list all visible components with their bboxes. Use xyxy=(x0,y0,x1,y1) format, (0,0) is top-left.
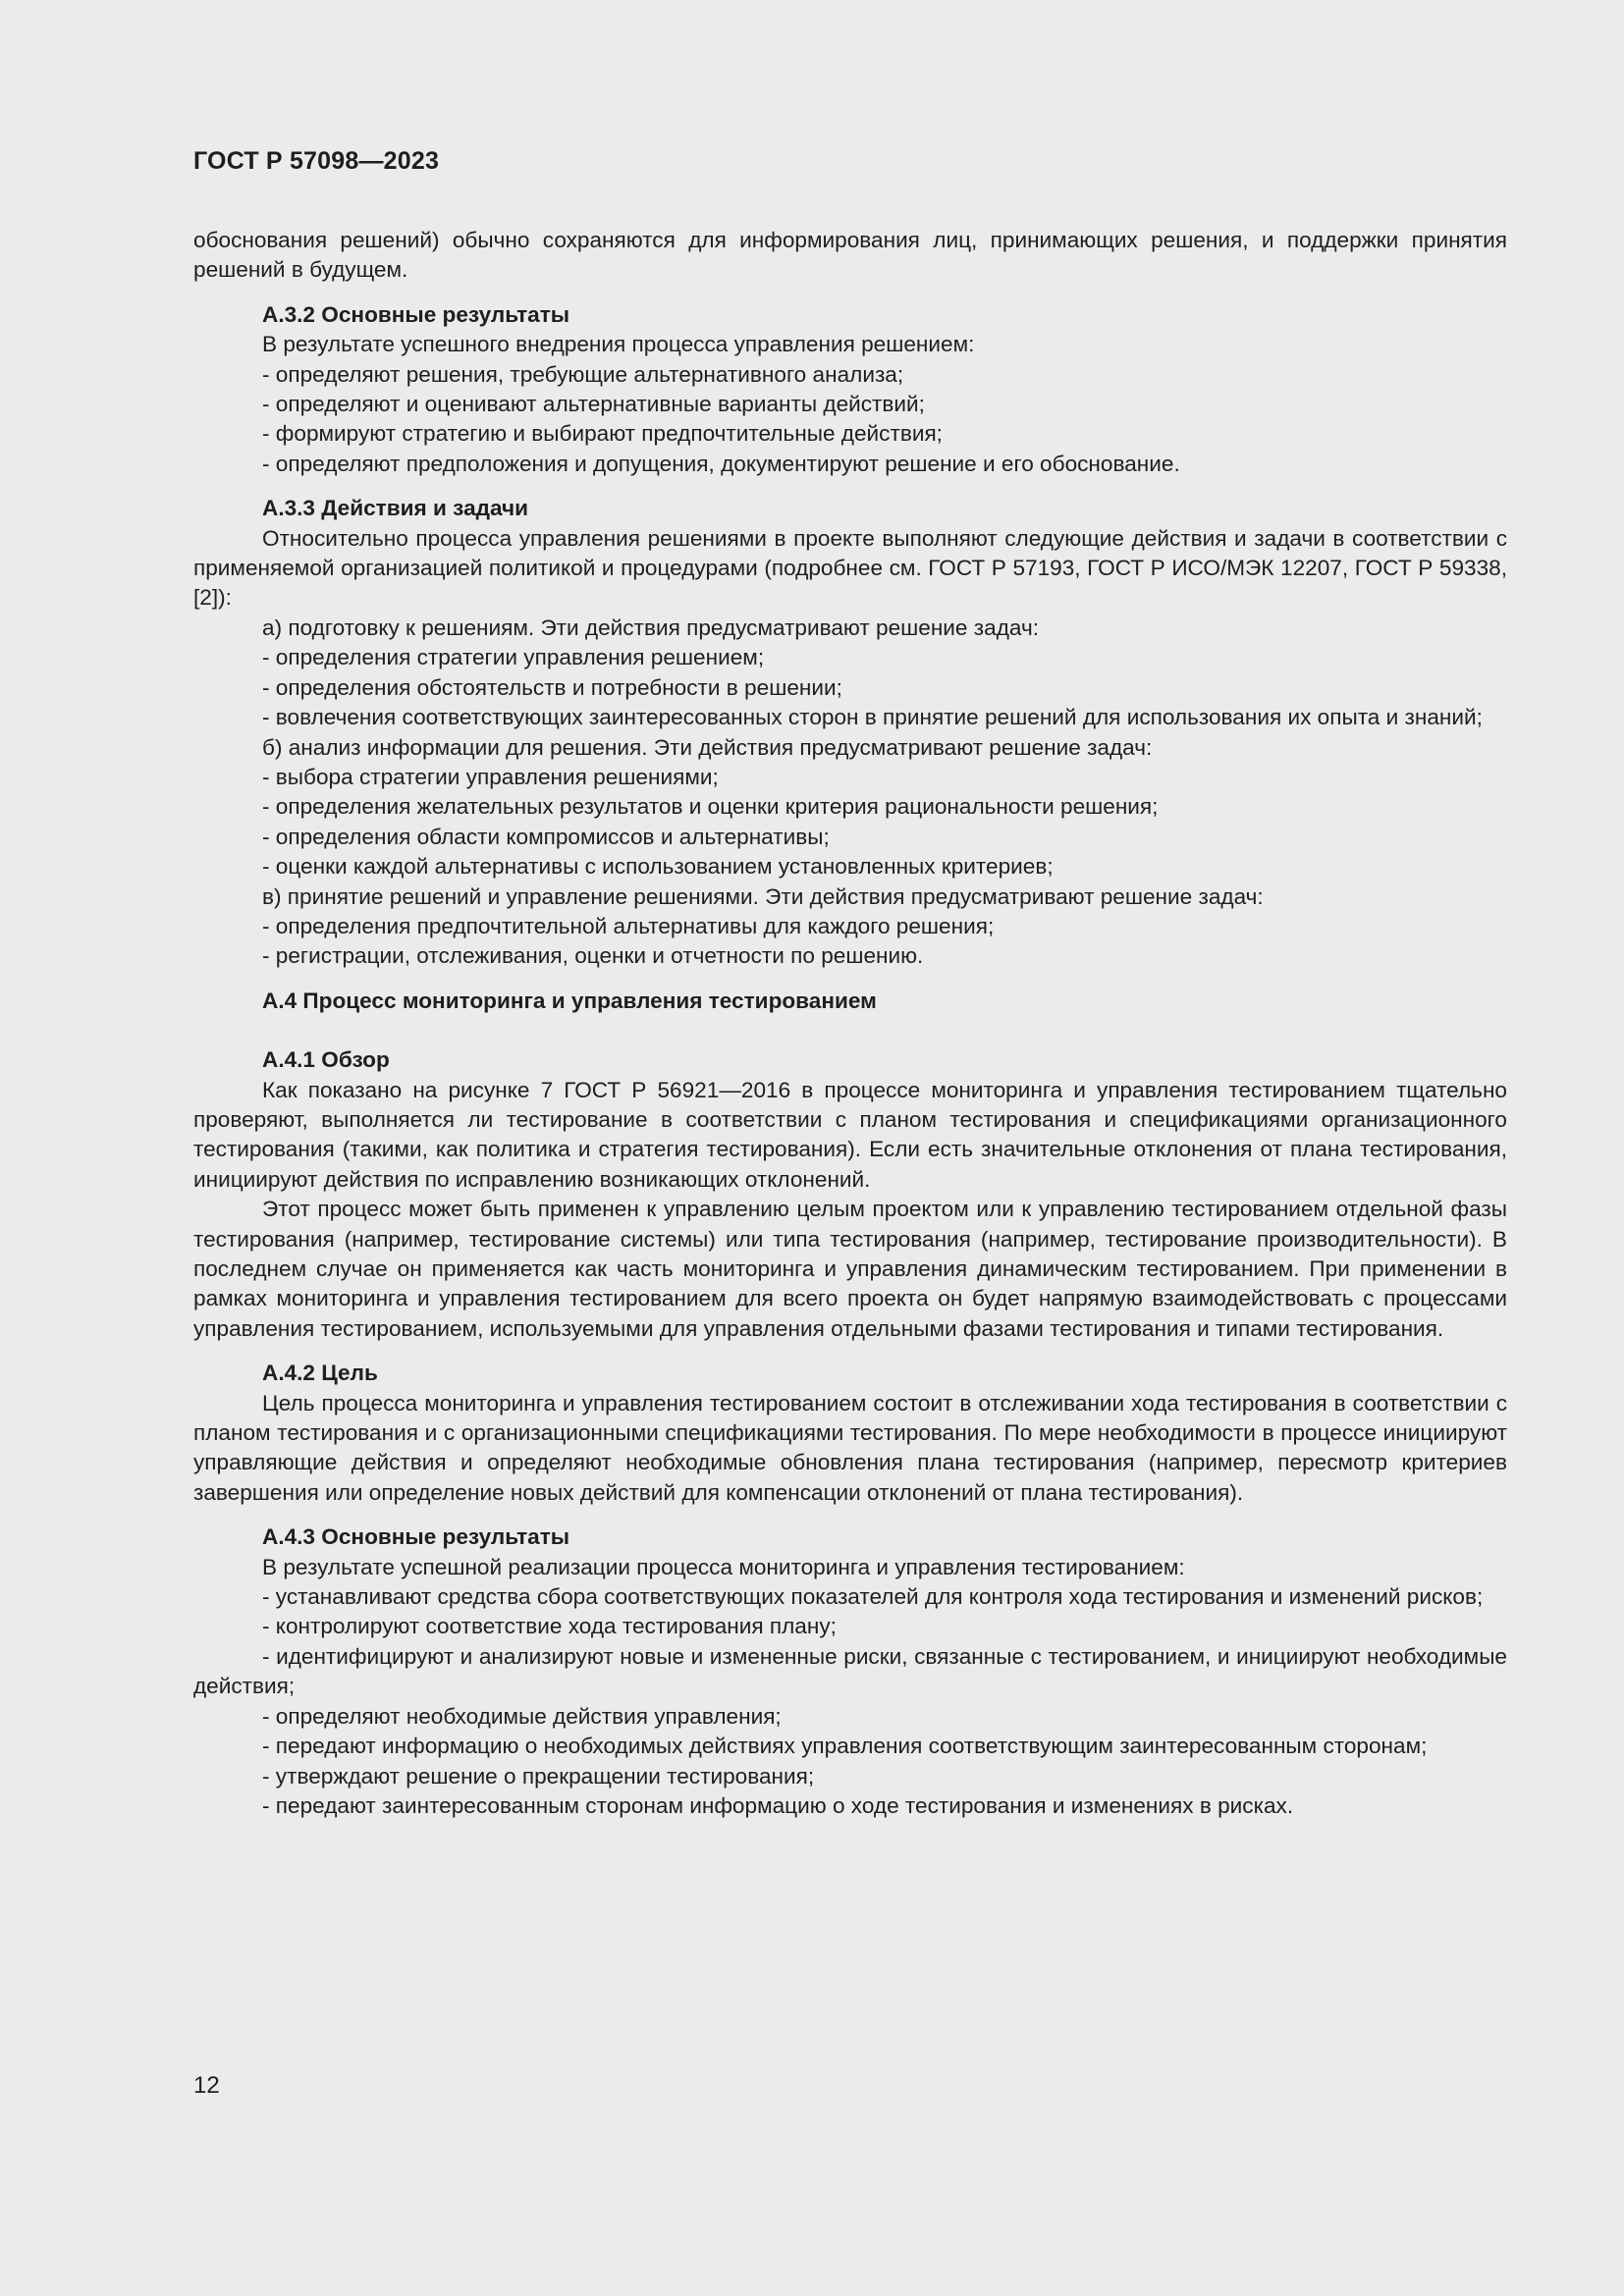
section-heading-a32: А.3.2 Основные результаты xyxy=(262,301,570,327)
a43-list-item: - утверждают решение о прекращении тестирования; xyxy=(262,1763,815,1789)
a33-line: - определения стратегии управления решением; xyxy=(262,645,765,670)
a33-line: б) анализ информации для решения. Эти действия предусматривают решение задач: xyxy=(262,734,1153,760)
a41-paragraph: Этот процесс может быть применен к управлению целым проектом или к управлению тестированием отдельной фазы тестирования (например, тестирование системы) или типа тестирования (например, тестирование производительности). В последнем случае он применяется как часть мониторинга и управления динамическим тестированием. При применении в рамках мониторинга и управления тестированием для всего проекта он будет напрямую взаимодействовать с процессами управления тестированием, используемыми для управления отдельными фазами тестирования и типами тестирования. xyxy=(193,1197,1507,1341)
a32-intro: В результате успешного внедрения процесса управления решением: xyxy=(262,332,975,357)
section-heading-a4: А.4 Процесс мониторинга и управления тестированием xyxy=(262,988,877,1013)
section-heading-a42: А.4.2 Цель xyxy=(262,1361,378,1386)
page-number: 12 xyxy=(193,2072,220,2099)
a33-intro: Относительно процесса управления решениями в проекте выполняют следующие действия и задачи в соответствии с применяемой организацией политикой и процедурами (подробнее см. ГОСТ Р 57193, ГОСТ Р ИСО/МЭК 12207, ГОСТ Р 59338, [2]): xyxy=(193,525,1507,611)
a43-list-item: - передают информацию о необходимых действиях управления соответствующим заинтересованным сторонам; xyxy=(262,1734,1428,1759)
a32-list-item: - определяют решения, требующие альтернативного анализа; xyxy=(262,361,904,387)
a42-paragraph: Цель процесса мониторинга и управления тестированием состоит в отслеживании хода тестирования в соответствии с планом тестирования и с организационными спецификациями тестирования. По мере необходимости в процессе инициируют управляющие действия и определяют необходимые обновления плана тестирования (например, пересмотр критериев завершения или определение новых действий для компенсации отклонений от плана тестирования). xyxy=(193,1390,1507,1505)
a43-list-item: - контролируют соответствие хода тестирования плану; xyxy=(262,1614,837,1639)
a33-line: - выбора стратегии управления решениями; xyxy=(262,764,719,789)
a43-intro: В результате успешной реализации процесса мониторинга и управления тестированием: xyxy=(262,1554,1185,1579)
a33-line: - регистрации, отслеживания, оценки и отчетности по решению. xyxy=(262,943,924,969)
a32-list-item: - определяют и оценивают альтернативные варианты действий; xyxy=(262,392,925,417)
a33-line: в) принятие решений и управление решениями. Эти действия предусматривают решение задач: xyxy=(262,883,1264,909)
a33-line: - оценки каждой альтернативы с использованием установленных критериев; xyxy=(262,854,1054,880)
a32-list-item: - определяют предположения и допущения, документируют решение и его обоснование. xyxy=(262,451,1180,476)
document-body xyxy=(193,226,1507,1821)
a41-paragraph: Как показано на рисунке 7 ГОСТ Р 56921—2016 в процессе мониторинга и управления тестированием тщательно проверяют, выполняется ли тестирование в соответствии с планом тестирования и спецификациями организационного тестирования (такими, как политика и стратегия тестирования). Если есть значительные отклонения от плана тестирования, инициируют действия по исправлению возникающих отклонений. xyxy=(193,1077,1507,1192)
a33-line: - определения желательных результатов и оценки критерия рациональности решения; xyxy=(262,794,1159,820)
section-heading-a33: А.3.3 Действия и задачи xyxy=(262,496,528,521)
section-heading-a43: А.4.3 Основные результаты xyxy=(262,1524,570,1550)
document-header: ГОСТ Р 57098—2023 xyxy=(193,147,440,175)
a43-list-item: - устанавливают средства сбора соответствующих показателей для контроля хода тестирования и изменений рисков; xyxy=(262,1584,1484,1610)
a43-list-item: - определяют необходимые действия управления; xyxy=(262,1703,782,1729)
section-heading-a41: А.4.1 Обзор xyxy=(262,1047,390,1073)
a43-list-item: - идентифицируют и анализируют новые и измененные риски, связанные с тестированием, и инициируют необходимые действия; xyxy=(193,1643,1507,1699)
a33-line: - определения области компромиссов и альтернативы; xyxy=(262,824,830,849)
a43-list-item: - передают заинтересованным сторонам информацию о ходе тестирования и изменениях в рисках. xyxy=(262,1792,1294,1818)
a33-line: а) подготовку к решениям. Эти действия предусматривают решение задач: xyxy=(262,614,1039,640)
a33-line: - определения обстоятельств и потребности в решении; xyxy=(262,674,842,700)
paragraph-continuation: обоснования решений) обычно сохраняются для информирования лиц, принимающих решения, и поддержки принятия решений в будущем. xyxy=(193,228,1507,283)
a33-line: - определения предпочтительной альтернативы для каждого решения; xyxy=(262,913,995,938)
a32-list-item: - формируют стратегию и выбирают предпочтительные действия; xyxy=(262,421,943,447)
a33-line: - вовлечения соответствующих заинтересованных сторон в принятие решений для использования их опыта и знаний; xyxy=(262,705,1483,730)
